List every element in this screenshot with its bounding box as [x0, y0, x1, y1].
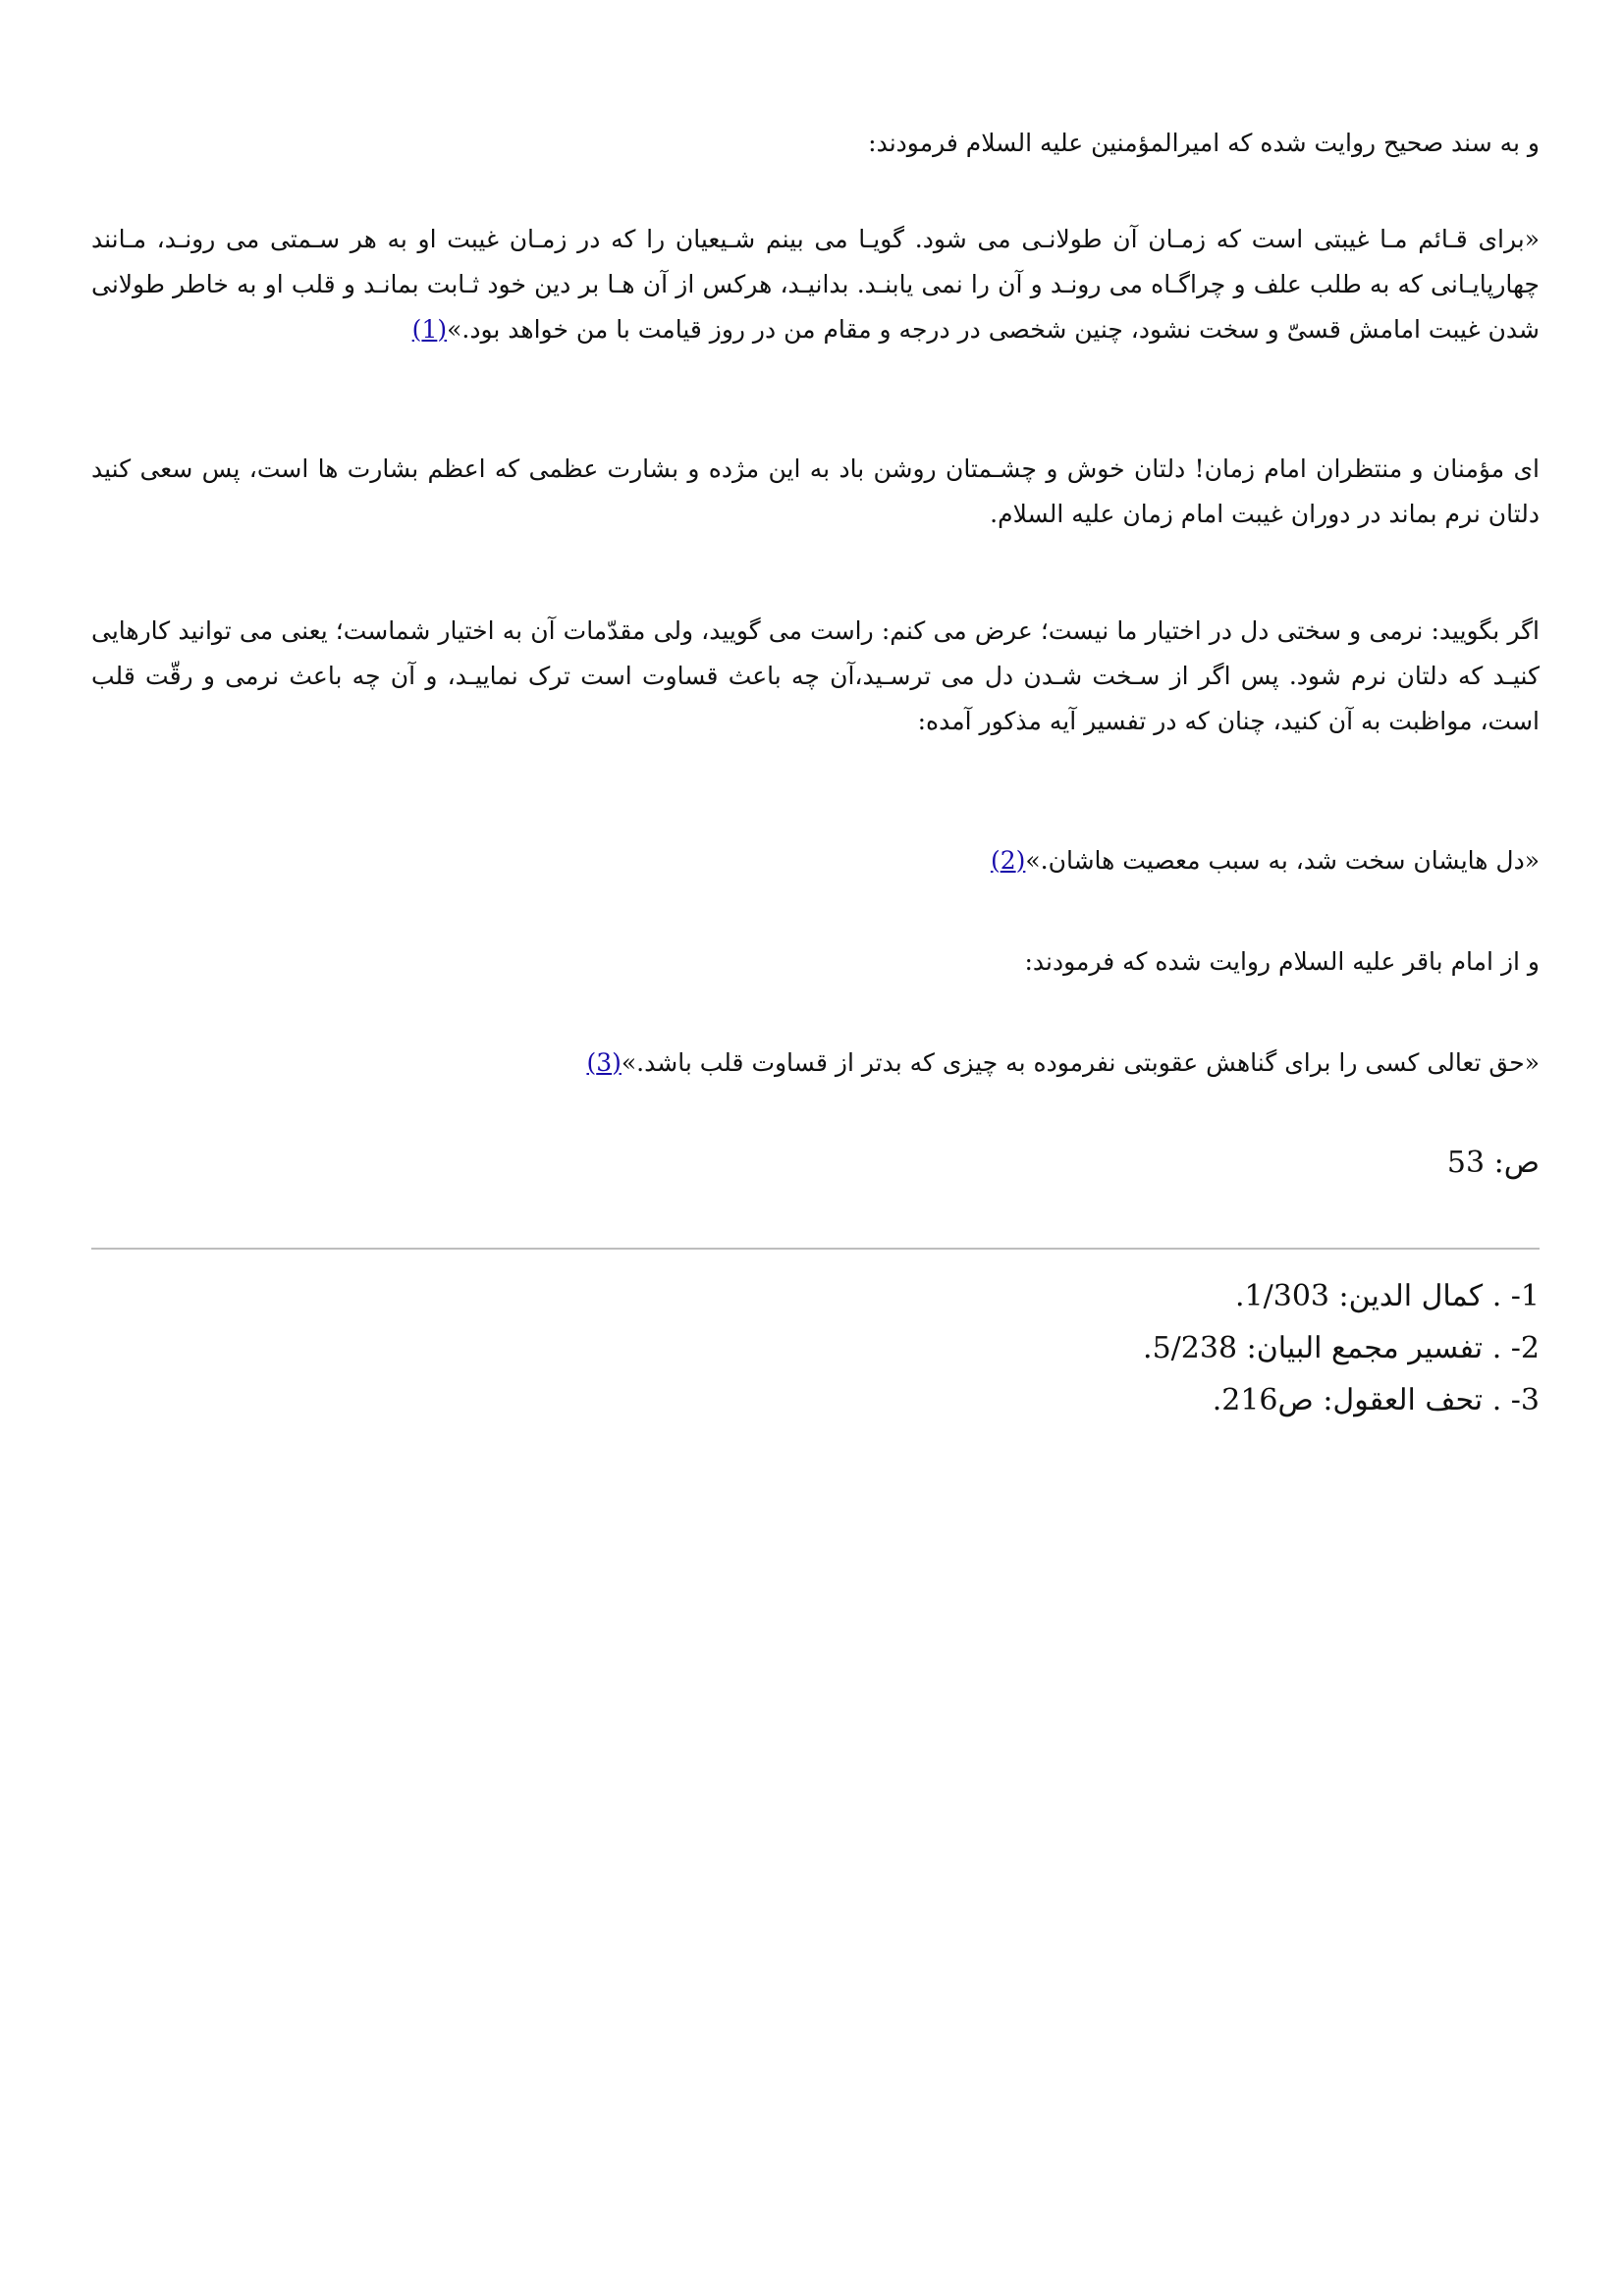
footnote-ref-2-link[interactable]: (2)	[990, 846, 1026, 875]
footnote-ref-1-link[interactable]: (1)	[411, 315, 448, 344]
paragraph-text: «برای قـائم مـا غیبتی است که زمـان آن طولانـی می شود. گویـا می بینم شـیعیان را که در زمـان غیبت او به هر سـمتی می رونـد، مـانند چهارپایـانی که به طلب علف و چراگـاه می رونـد و آن را نمی یابنـد. بدانیـد، هرکس از آن هـا بر دین خود ثـابت بمانـد و قلب او به خاطر طولانی شدن غیبت امامش قسیّ و سخت نشود، چنین شخصی در درجه و مقام من در روز قیامت با من خواهد بود.»	[91, 225, 1540, 344]
footnote-item-3: 3- . تحف العقول: ص216.	[1212, 1383, 1540, 1417]
paragraph-quote-2	[91, 838, 1540, 883]
footnote-item-1: 1- . کمال الدین: 1/303.	[1234, 1279, 1540, 1313]
paragraph-text: «دل هایشان سخت شد، به سبب معصیت هاشان.»	[1025, 846, 1540, 875]
paragraph-softness	[91, 609, 1540, 744]
paragraph-imam-baqir	[91, 939, 1540, 985]
paragraph-quote-3	[91, 1041, 1540, 1086]
footnote-ref-3-link[interactable]: (3)	[586, 1048, 622, 1077]
paragraph-intro	[91, 121, 1540, 166]
footnote-item-2: 2- . تفسیر مجمع البیان: 5/238.	[1143, 1331, 1540, 1365]
paragraph-text: و از امام باقر علیه السلام روایت شده که فرمودند:	[1024, 947, 1540, 976]
paragraph-glad-tidings	[91, 447, 1540, 537]
paragraph-text: اگر بگویید: نرمی و سختی دل در اختیار ما نیست؛ عرض می کنم: راست می گویید، ولی مقدّمات آن به اختیار شماست؛ یعنی می توانید کارهایی کنیـد که دلتان نرم شود. پس اگر از سـخت شـدن دل می ترسـید،آن چه باعث قساوت است ترک نماییـد، و آن چه باعث نرمی و رقّت قلب است، مواظبت به آن کنید، چنان که در تفسیر آیه مذکور آمده:	[91, 616, 1540, 735]
paragraph-text: ای مؤمنان و منتظران امام زمان! دلتان خوش و چشـمتان روشن باد به این مژده و بشارت عظمی که اعظم بشارت ها است، پس سعی کنید دلتان نرم بماند در دوران غیبت امام زمان علیه السلام.	[91, 454, 1540, 528]
paragraph-hadith-1	[91, 217, 1540, 352]
footnote-divider	[91, 1248, 1540, 1250]
page-number: ص: 53	[1446, 1146, 1540, 1180]
footnotes-list	[91, 1270, 1540, 1426]
paragraph-text: و به سند صحیح روایت شده که امیرالمؤمنین علیه السلام فرمودند:	[868, 129, 1540, 157]
paragraph-text: «حق تعالی کسی را برای گناهش عقوبتی نفرموده به چیزی که بدتر از قساوت قلب باشد.»	[621, 1048, 1540, 1077]
